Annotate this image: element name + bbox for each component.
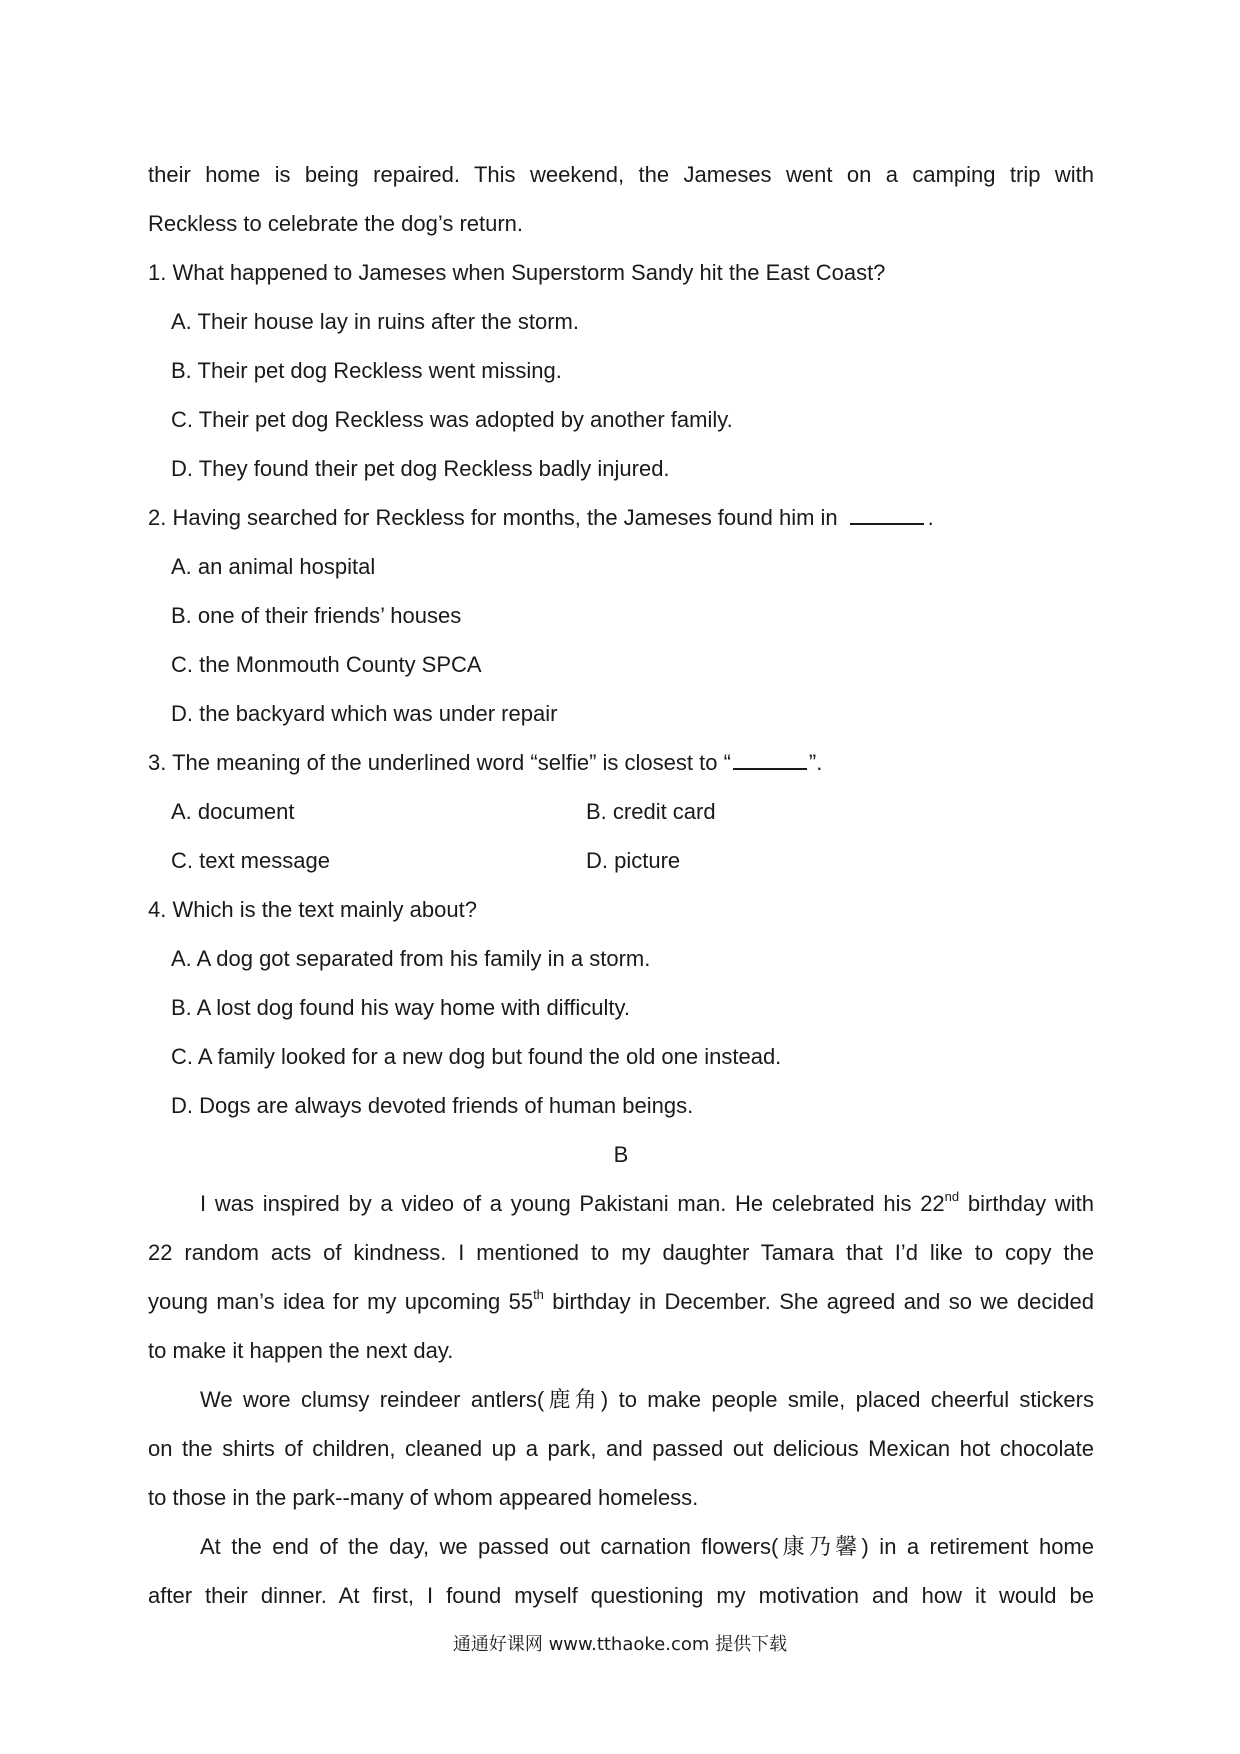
passage-text-line: [148, 1179, 1094, 1228]
question-4-option-d: D. Dogs are always devoted friends of human beings.: [171, 1093, 694, 1118]
question-4-option-c: C. A family looked for a new dog but found the old one instead.: [171, 1044, 782, 1069]
question-2-option-b: B. one of their friends’ houses: [171, 603, 462, 628]
question-3-option-a: A. document: [171, 799, 295, 824]
document-page: [148, 150, 1094, 1620]
question-1-option-a: A. Their house lay in ruins after the storm.: [171, 309, 579, 334]
passage-text-line: after their dinner. At first, I found myself questioning my motivation and how it would be: [148, 1583, 1094, 1608]
question-2-stem-end: .: [927, 505, 934, 530]
passage-text-line: [148, 1277, 1094, 1326]
question-2-option-c: C. the Monmouth County SPCA: [171, 652, 482, 677]
question-4-option-b: B. A lost dog found his way home with difficulty.: [171, 995, 630, 1020]
question-3-option-b: B. credit card: [586, 799, 716, 824]
page-footer: 通通好课网 www.tthaoke.com 提供下载: [452, 1634, 788, 1655]
ordinal-suffix: nd: [944, 1188, 960, 1204]
passage-text-line: to make it happen the next day.: [148, 1338, 454, 1363]
question-2-option-a: A. an animal hospital: [171, 554, 376, 579]
question-2-option-d: D. the backyard which was under repair: [171, 701, 558, 726]
passage-text-line: their home is being repaired. This weekend, the Jameses went on a camping trip with: [148, 162, 1094, 187]
question-2-stem: [148, 493, 1094, 542]
question-1-option-d: D. They found their pet dog Reckless badly injured.: [171, 456, 670, 481]
question-3-options-row-2: [148, 836, 1094, 885]
question-4-option-a: A. A dog got separated from his family in a storm.: [171, 946, 651, 971]
passage-text-line: 22 random acts of kindness. I mentioned to my daughter Tamara that I’d like to copy the: [148, 1240, 1094, 1265]
passage-text: I was inspired by a video of a young Pakistani man. He celebrated his 22: [200, 1191, 945, 1216]
passage-text-line: At the end of the day, we passed out carnation flowers(康乃馨) in a retirement home: [200, 1534, 1094, 1559]
passage-text: young man’s idea for my upcoming 55: [148, 1289, 534, 1314]
answer-blank: [850, 503, 924, 525]
passage-text-line: Reckless to celebrate the dog’s return.: [148, 211, 524, 236]
question-3-stem-text: 3. The meaning of the underlined word “selfie” is closest to “: [148, 750, 731, 775]
question-4-stem: 4. Which is the text mainly about?: [148, 897, 477, 922]
question-3-stem: [148, 738, 1094, 787]
question-3-option-d: D. picture: [586, 848, 681, 873]
question-3-options-row-1: [148, 787, 1094, 836]
question-1-option-b: B. Their pet dog Reckless went missing.: [171, 358, 562, 383]
passage-text: birthday with: [959, 1191, 1094, 1216]
question-3-stem-end: ”.: [808, 750, 823, 775]
passage-text-line: We wore clumsy reindeer antlers(鹿角) to make people smile, placed cheerful stickers: [200, 1387, 1094, 1412]
ordinal-suffix: th: [533, 1286, 544, 1302]
passage-text: birthday in December. She agreed and so we decided: [543, 1289, 1095, 1314]
answer-blank: [733, 748, 807, 770]
section-b-heading: B: [613, 1142, 629, 1167]
question-1-stem: 1. What happened to Jameses when Superstorm Sandy hit the East Coast?: [148, 260, 886, 285]
question-1-option-c: C. Their pet dog Reckless was adopted by another family.: [171, 407, 733, 432]
question-3-option-c: C. text message: [171, 848, 330, 873]
passage-text-line: on the shirts of children, cleaned up a park, and passed out delicious Mexican hot chocolate: [148, 1436, 1094, 1461]
question-2-stem-text: 2. Having searched for Reckless for months, the Jameses found him in: [148, 505, 838, 530]
passage-text-line: to those in the park--many of whom appeared homeless.: [148, 1485, 699, 1510]
